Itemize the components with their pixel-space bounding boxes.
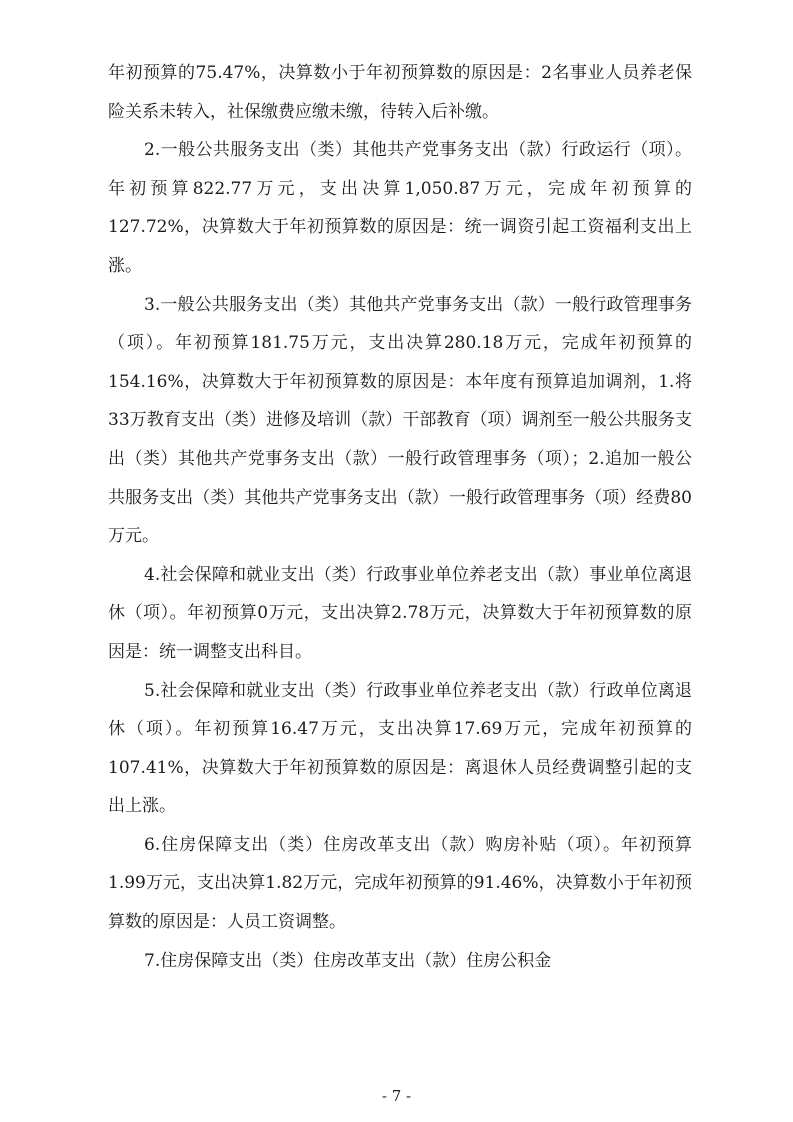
paragraph-item-7: 7.住房保障支出（类）住房改革支出（款）住房公积金 xyxy=(144,950,552,971)
page-number: - 7 - xyxy=(381,1087,412,1105)
paragraph-item-2: 2.一般公共服务支出（类）其他共产党事务支出（款）行政运行（项）。年初预算822.77万元，支出决算1,050.87万元，完成年初预算的127.72%，决算数大于年初预算数的原因是：统一调资引起工资福利支出上涨。 xyxy=(108,140,692,276)
paragraph-item-3: 3.一般公共服务支出（类）其他共产党事务支出（款）一般行政管理事务（项）。年初预算181.75万元，支出决算280.18万元，完成年初预算的154.16%，决算数大于年初预算数的原因是：本年度有预算追加调剂，1.将33万教育支出（类）进修及培训（款）干部教育（项）调剂至一般公共服务支出（类）其他共产党事务支出（款）一般行政管理事务（项）；2.追加一般公共服务支出（类）其他共产党事务支出（款）一般行政管理事务（项）经费80万元。 xyxy=(108,294,692,547)
paragraph-item-4: 4.社会保障和就业支出（类）行政事业单位养老支出（款）事业单位离退休（项）。年初预算0万元，支出决算2.78万元，决算数大于年初预算数的原因是：统一调整支出科目。 xyxy=(108,564,692,662)
paragraph-item-6: 6.住房保障支出（类）住房改革支出（款）购房补贴（项）。年初预算1.99万元，支出决算1.82万元，完成年初预算的91.46%，决算数小于年初预算数的原因是：人员工资调整。 xyxy=(108,834,692,933)
body-text xyxy=(108,54,692,980)
paragraph-continued: 年初预算的75.47%，决算数小于年初预算数的原因是：2名事业人员养老保险关系未转入，社保缴费应缴未缴，待转入后补缴。 xyxy=(108,63,692,122)
paragraph-item-5: 5.社会保障和就业支出（类）行政事业单位养老支出（款）行政单位离退休（项）。年初预算16.47万元，支出决算17.69万元，完成年初预算的107.41%，决算数大于年初预算数的原因是：离退休人员经费调整引起的支出上涨。 xyxy=(108,680,692,817)
